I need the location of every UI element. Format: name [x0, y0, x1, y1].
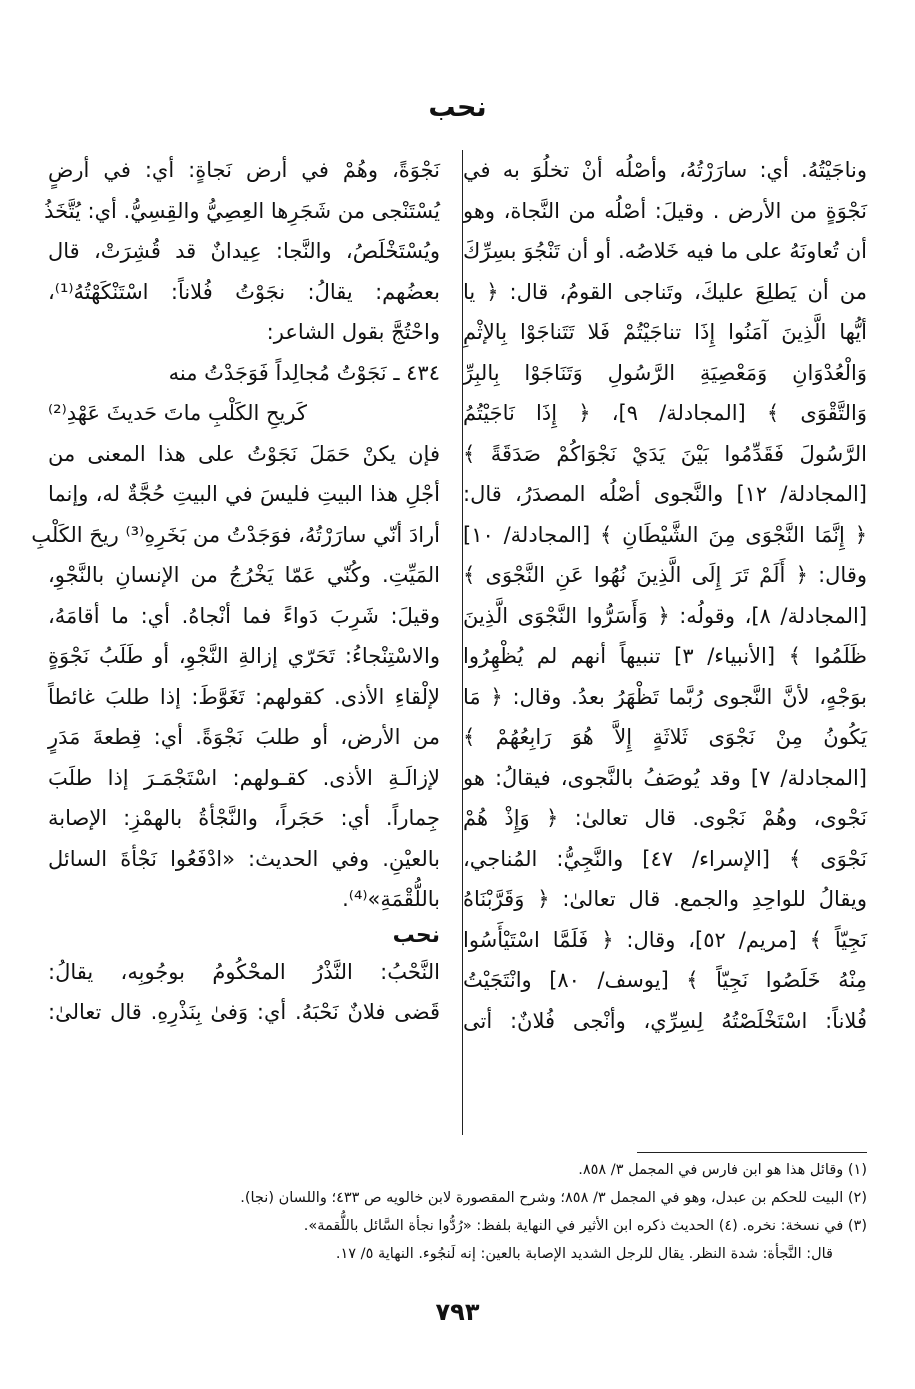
text-line: [المجادلة/ ٧] وقد يُوصَفُ بالنَّجوى، فيقالُ: هو: [463, 765, 867, 790]
page-number: ٧٩٣: [435, 1298, 480, 1326]
text-line: النَّحْبُ: النَّذْرُ المحْكُومُ بوجُوبِه، يقالُ:: [48, 959, 440, 984]
column-divider: [462, 150, 463, 1135]
text-line: أجْلِ هذا البيتِ فليسَ في البيتِ حُجَّةٌ له، وإنما: [48, 482, 440, 506]
footnotes: [47, 1156, 867, 1268]
footnote-rule: [637, 1152, 867, 1153]
text-line: لإزالَـةِ الأذى. كقـولهم: اسْتَجْمَـرَ إذا طلَبَ: [48, 765, 440, 790]
text-line: فإن يكنْ حَمَلَ نَجَوْتُ على هذا المعنى من: [48, 441, 440, 466]
text-line: والاسْتِنْجاءُ: تَحَرّي إزالةِ النَّجْوِ، أو طَلَبُ نَجْوَةٍ: [48, 644, 440, 668]
text-line: وقيلَ: شَرِبَ دَواءً فما أنْجاهُ. أي: ما أقامَهُ،: [48, 603, 440, 628]
text-line: ويُسْتَخْلَصُ، والنَّجا: عِيدانٌ قد قُشِرَتْ، قال: [48, 239, 440, 263]
running-header: نحب: [428, 92, 487, 123]
text-line: باللُّقْمَةِ»⁽⁴⁾.: [342, 887, 440, 911]
text-line: [المجادلة/ ١٢] والنَّجوى أصْلُه المصدَرُ، قال:: [463, 482, 868, 506]
text-line: لإلْقاءِ الأذى. كقولهم: تَغَوَّطَ: إذا طلبَ غائطاً: [48, 684, 440, 709]
text-line: جِماراً. أي: حَجَراً، والنَّجْأةُ بالهمْزِ: الإصابة: [48, 806, 440, 830]
text-line: نَجِيّاً ﴾ [مريم/ ٥٢]، وقال: ﴿ فَلَمَّا اسْتَيْأَسُوا: [463, 927, 868, 952]
footnote: (٢) البيت للحكم بن عبدل، وهو في المجمل ٣/ ٨٥٨؛ وشرح المقصورة لابن خالويه ص ٤٣٣؛ واللسان (نجا).: [240, 1190, 867, 1206]
entry-heading: نحب: [392, 922, 440, 948]
text-line: بعضُهم: يقالُ: نجَوْتُ فُلاناً: اسْتَنْكَهْتُهُ⁽¹⁾،: [48, 279, 440, 304]
poem-verse-second: كَريحِ الكَلْبِ ماتَ حَديثَ عَهْدِ⁽²⁾: [48, 401, 307, 425]
text-line: يُسْتَنْجى من شَجَرِها العِصِيُّ والقِسِيُّ. أي: يُتَّخَذُ: [44, 198, 440, 223]
left-column: [31, 150, 440, 1033]
right-column: [463, 150, 867, 1041]
text-line: المَيِّتِ. وكُنّي عَمّا يَخْرُجُ من الإنسانِ بالنَّجْوِ،: [48, 563, 440, 587]
text-line: نَجْوَةٍ من الأرض . وقيلَ: أصْلُه من النَّجاة، وهو: [463, 198, 867, 223]
text-line: ﴿ إِنَّمَا النَّجْوَى مِنَ الشَّيْطَانِ ﴾ [المجادلة/ ١٠]: [463, 522, 867, 547]
text-line: أن تُعاونَهُ على ما فيه خَلاصُه. أو أن تَنْجُوَ بسِرِّكَ: [463, 239, 867, 263]
text-line: من الأرض، أو طلبَ نَجْوَةً. أي: قِطعةَ مَدَرٍ: [48, 725, 440, 749]
text-line: نَجْوى، وهُمْ نَجْوى. قال تعالىٰ: ﴿ وَإِذْ هُمْ: [463, 806, 867, 830]
text-line: نَجْوَى ﴾ [الإسراء/ ٤٧] والنَّجِيُّ: المُناجي،: [463, 846, 867, 871]
text-line: يَكُونُ مِنْ نَجْوَى ثَلاثَةٍ إِلاَّ هُوَ رَابِعُهُمْ ﴾: [463, 725, 867, 749]
footnote: (١) وقائل هذا هو ابن فارس في المجمل ٣/ ٨٥٨.: [578, 1162, 867, 1178]
text-line: فُلاناً: اسْتَخْلَصْتُهُ لِسِرِّي، وأنْجى فُلانٌ: أتى: [463, 1008, 867, 1033]
text-line: ظَلَمُوا ﴾ [الأنبياء/ ٣] تنبيهاً أنهم لم يُظْهِرُوا: [463, 644, 867, 668]
text-line: نَجْوَةً، وهُمْ في أرض نَجاةٍ: أي: في أرضٍ: [48, 158, 440, 182]
text-line: ويقالُ للواحِدِ والجمع. قال تعالىٰ: ﴿ وَقَرَّبْنَاهُ: [463, 887, 867, 911]
footnote: قال: النَّجأة: شدة النظر. يقال للرجل الشديد الإصابة بالعين: إنه لَنجُوء. النهاية ٥/ ١٧.: [335, 1246, 833, 1262]
text-line: أرادَ أنّي سارَرْتُهُ، فوَجَدْتُ من بَخَرِهِ⁽³⁾ ريحَ الكَلْبِ: [31, 522, 440, 547]
text-line: الرَّسُولَ فَقَدِّمُوا بَيْنَ يَدَيْ نَجْوَاكُمْ صَدَقَةً ﴾: [463, 441, 867, 466]
text-line: [المجادلة/ ٨]، وقولُه: ﴿ وَأَسَرُّوا النَّجْوَى الَّذِينَ: [463, 603, 868, 628]
text-line: وناجَيْتُهُ. أي: سارَرْتُهُ، وأصْلُه أنْ تخلُوَ به في: [463, 158, 867, 182]
footnote: (٣) في نسخة: نخره. (٤) الحديث ذكره ابن الأثير في النهاية بلفظ: «رُدُّوا نجأة السَّائل باللُّقمة».: [303, 1218, 867, 1234]
poem-verse-first: ٤٣٤ ـ نَجَوْتُ مُجالِداً فَوَجَدْتُ منه: [168, 360, 440, 385]
text-line: وقال: ﴿ أَلَمْ تَرَ إِلَى الَّذِينَ نُهُوا عَنِ النَّجْوَى ﴾: [463, 563, 867, 587]
text-line: أيُّها الَّذِينَ آمَنُوا إِذَا تناجَيْتُمْ فَلا تَتَناجَوْا بِالإثْمِ: [463, 320, 867, 344]
text-line: وَالتَّقْوَى ﴾ [المجادلة/ ٩]، ﴿ إِذَا نَاجَيْتُمُ: [463, 401, 867, 425]
text-line: بالعيْنِ. وفي الحديث: «ادْفَعُوا نَجْأةَ السائل: [48, 846, 440, 871]
text-line: مِنْهُ خَلَصُوا نَجِيّاً ﴾ [يوسف/ ٨٠] وانْتَجَيْتُ: [463, 968, 867, 992]
text-line: وَالْعُدْوَانِ وَمَعْصِيَةِ الرَّسُولِ وَتَنَاجَوْا بِالبِرِّ: [463, 360, 867, 385]
text-line: قَضى فلانٌ نَحْبَهُ. أي: وَفىٰ بِنَذْرِهِ. قال تعالىٰ:: [48, 1000, 440, 1024]
text-line: من أن يَطلِعَ عليكَ، وتَناجى القومُ، قال: ﴿ يا: [463, 279, 867, 304]
text-line: بوَجْهٍ، لأنَّ النَّجوى رُبَّما تَظْهَرُ بعدُ. وقال: ﴿ مَا: [463, 684, 867, 709]
text-line: واحْتُجَّ بقول الشاعر:: [266, 320, 440, 344]
